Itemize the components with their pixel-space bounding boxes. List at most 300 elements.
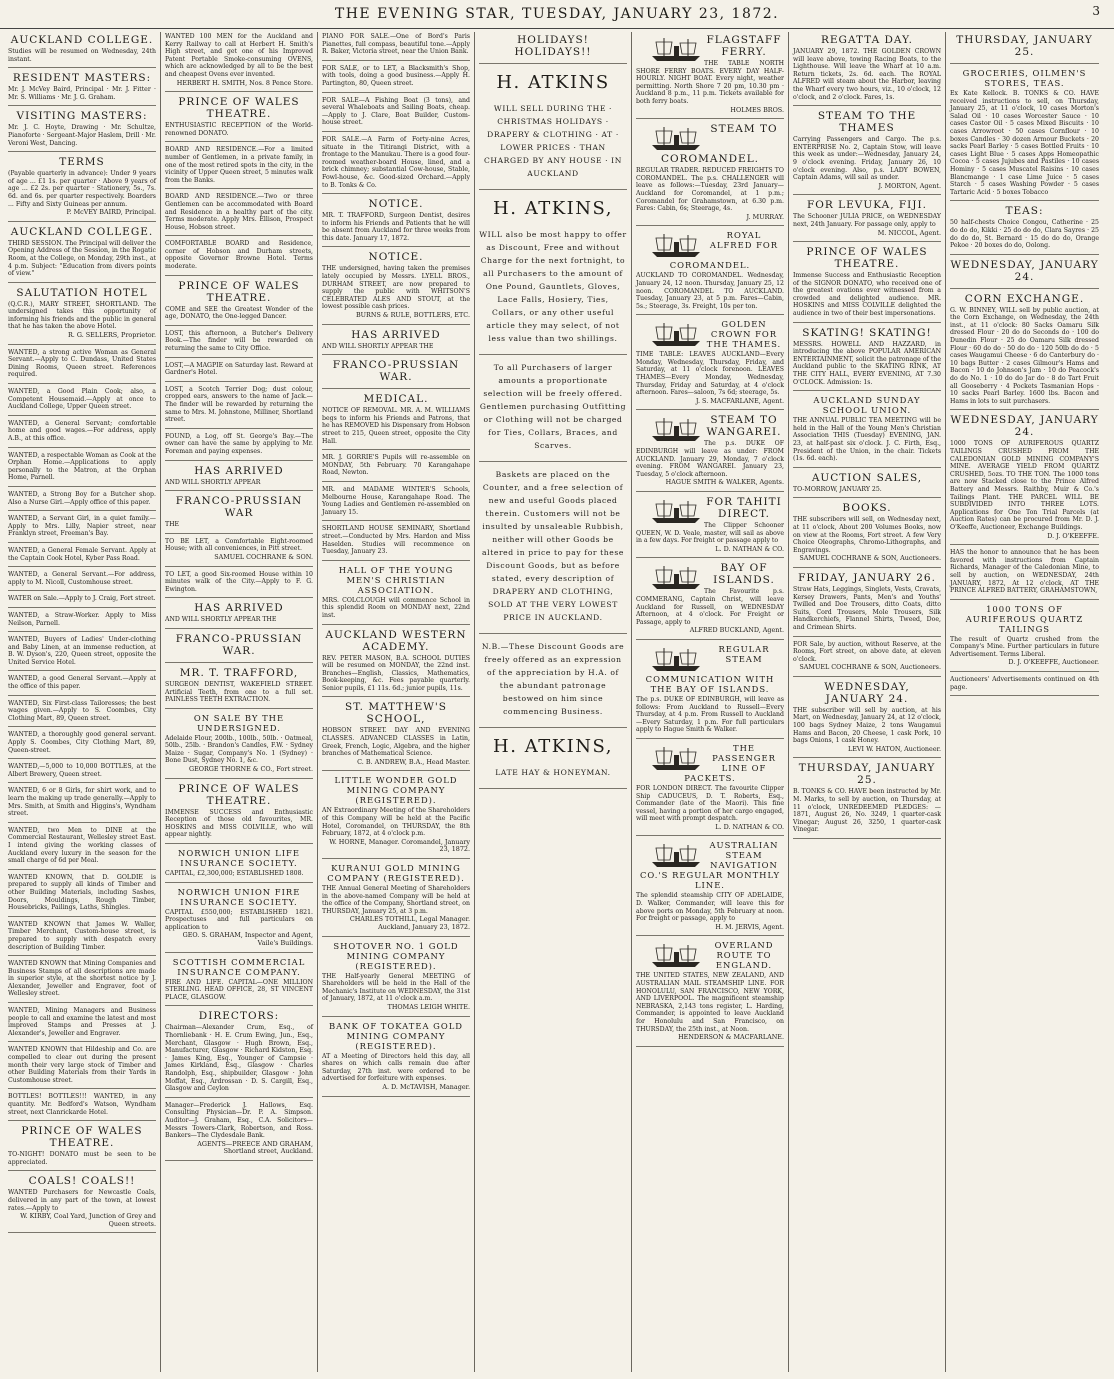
advertisement — [165, 193, 313, 236]
advertisement-text: WANTED, a respectable Woman as Cook at the Orphan Home.—Applications to apply personally to the Matron, at the Orphan Home, Parnell. — [8, 451, 156, 482]
advertisement — [322, 941, 470, 1017]
advertisement — [165, 667, 313, 709]
advertisement — [322, 486, 470, 521]
advertisement-signature: HAGUE SMITH & WALKER, Agents. — [665, 478, 784, 487]
advertisement-text: WANTED Purchasers for Newcastle Coals, delivered in any part of the town, at lowest rates.—Apply to — [8, 1189, 156, 1212]
advertisement — [8, 388, 156, 416]
advertisement-signature: AGENTS—PREECE AND GRAHAM, Shortland street, Auckland. — [197, 1139, 313, 1156]
advertisement-heading: H. ATKINS, — [493, 198, 613, 219]
advertisement — [636, 123, 784, 226]
advertisement-text: BOARD AND RESIDENCE.—For a limited number of Gentlemen, in a private family, in one of the most retired spots in the city, in the vicinity of Upper Queen street, 5 minutes walk from the Banks. — [165, 146, 313, 184]
column-5 — [632, 32, 789, 1372]
advertisement — [479, 198, 627, 355]
advertisement-heading: AUCKLAND WESTERN ACADEMY. — [325, 628, 467, 653]
newspaper-title: THE EVENING STAR, TUESDAY, JANUARY 23, 1872. — [334, 6, 780, 22]
advertisement-signature: L. D. NATHAN & CO. — [715, 822, 784, 831]
advertisement — [322, 775, 470, 859]
advertisement — [322, 251, 470, 324]
advertisement — [479, 736, 627, 789]
advertisement — [8, 515, 156, 543]
advertisement — [165, 386, 313, 429]
advertisement-heading: AUCKLAND COLLEGE. — [10, 34, 154, 46]
advertisement-heading: THURSDAY, JANUARY 25. — [798, 762, 936, 787]
advertisement-text: WANTED, Six First-class Tailoresses; the best wages given.—Apply to S. Coombes, City Clothing Mart, 89, Queen street. — [8, 699, 156, 722]
advertisement-heading: FRANCO-PRUSSIAN WAR — [175, 495, 303, 520]
advertisement-signature: A. D. McTAVISH, Manager. — [382, 1082, 470, 1091]
advertisement — [165, 1010, 313, 1097]
advertisement — [8, 787, 156, 822]
advertisement-heading: WEDNESDAY, JANUARY 24. — [950, 258, 1099, 283]
advertisement-text: Auctioneers' Advertisements continued on 4th page. — [950, 676, 1099, 691]
advertisement — [8, 420, 156, 448]
steamship-icon — [650, 942, 704, 968]
advertisement — [636, 562, 784, 640]
advertisement-text: LOST, this afternoon, a Butcher's Delivery Book.—The finder will be rewarded on returning the same to City Office. — [165, 329, 313, 353]
advertisement-text: The splendid steamship CITY OF ADELAIDE, D. Walker, Commander, will leave this for above ports on Monday, 5th February at noon. For freight or passage, apply to — [636, 892, 784, 923]
advertisement-text: THE subscriber will sell by auction, at his Mart, on Wednesday, January 24, at 12 o'clock, 100 bags Sydney Maize, 2 tons Waugamui Hams and Bacon, 20 Cheese, 1 cask Pork, 10 bags Onions, 1 cask Honey. — [793, 706, 941, 745]
steamship-icon — [650, 564, 704, 590]
advertisement — [950, 68, 1099, 201]
advertisement-text: Studies will be resumed on Wednesday, 24th instant. — [8, 48, 156, 63]
advertisement-signature: SAMUEL COCHRANE & SON, Auctioneers. — [799, 554, 941, 563]
advertisement-heading: FRANCO-PRUSSIAN WAR. — [175, 632, 303, 657]
advertisement — [322, 629, 470, 698]
advertisement-signature: M. NICCOL, Agent. — [877, 228, 941, 237]
advertisement-heading: ST. MATTHEW'S SCHOOL, — [345, 701, 447, 726]
advertisement-heading: SKATING! SKATING! — [802, 326, 932, 339]
advertisement-text: AUCKLAND TO COROMANDEL. Wednesday, January 24, 12 noon. Thursday, January 25, 12 noon. COROMANDEL TO AUCKLAND. Tuesday, January 23, at 5 p.m. Fares—Cabin, 5s.; Steerage, 3s. Freight, 10s per ton. — [636, 272, 784, 310]
advertisement-heading: H. ATKINS, — [493, 736, 613, 757]
advertisement-signature: W. HORNE, Manager. Coromandel, January 23, 1872. — [329, 837, 470, 854]
advertisement-signature: L. D. NATHAN & CO. — [715, 544, 784, 553]
advertisement — [8, 675, 156, 695]
advertisement-text: Immense Success and Enthusiastic Reception of the SIGNOR DONATO, who received one of the greatest ovations ever witnessed from a crowded and delighted audience. MR. HOSKINS and MISS COLVILLE delighted the audience in two of their best impersonations. — [793, 272, 941, 318]
advertisement-heading: BOOKS. — [842, 502, 892, 515]
advertisement — [479, 640, 627, 728]
advertisement — [950, 549, 1099, 600]
advertisement — [8, 700, 156, 728]
advertisement — [479, 468, 627, 634]
advertisement — [165, 713, 313, 779]
advertisement-heading: STEAM TO COROMANDEL. — [660, 123, 778, 166]
advertisement-text: COMFORTABLE BOARD and Residence, corner of Hobson and Durham streets, opposite Governor Browne Hotel. Terms moderate. — [165, 240, 313, 271]
advertisement — [322, 65, 470, 93]
advertisement-signature: J. MURRAY. — [746, 212, 784, 221]
advertisement — [165, 1102, 313, 1161]
advertisement-text: AND WILL SHORTLY APPEAR THE — [165, 616, 277, 624]
advertisement-text: B. TONKS & CO. HAVE been instructed by Mr. M. Marks, to sell by auction, on Thursday, at 11 o'clock, UNREDEEMED PLEDGES: — 1871, August 26, No. 3249, 1 quarter-cask Vinegar; August 26, 3250, 1 quarter-cask Vinegar. — [793, 788, 941, 834]
advertisement-heading: BANK OF TOKATEA GOLD MINING COMPANY (REGISTERED). — [329, 1020, 463, 1051]
advertisement — [322, 198, 470, 247]
advertisement-text: AND WILL SHORTLY APPEAR — [165, 478, 261, 486]
advertisement-text: WANTED,—5,000 to 10,000 BOTTLES, at the Albert Brewery, Queen street. — [8, 763, 156, 778]
advertisement-text: SHORTLAND HOUSE SEMINARY, Shortland street.—Conducted by Mrs. Hardon and Miss Haselden. Studies will recommence on Tuesday, January 23. — [322, 525, 470, 556]
advertisement — [165, 330, 313, 358]
advertisement — [322, 359, 470, 389]
advertisement — [165, 887, 313, 953]
advertisement-signature: D. J. O'KEEFFE, Auctioneer. — [1008, 658, 1099, 667]
advertisement-text: REGULAR TRADER. REDUCED FREIGHTS TO COROMANDEL. The p.s. CHALLENGER will leave as follows:—Tuesday, 23rd January—Auckland for Coromandel, at 1 p.m.; Coromandel for Grahamstown, at 6.30 p.m. Fares: Cabin, 6s; Steerage, 4s. — [636, 167, 784, 213]
advertisement-heading: AUSTRALIAN STEAM NAVIGATION CO.'S REGULAR MONTHLY LINE. — [639, 840, 781, 891]
advertisement-heading: FRANCO-PRUSSIAN WAR. — [332, 359, 460, 384]
advertisement-text: WANTED, Mining Managers and Business people to call and examine the latest and most improved Stamps and Presses at J. Alexander's, Jeweller and Engraver. — [8, 1007, 156, 1037]
advertisement-text: WANTED, two Men to DINE at the Commercial Restaurant, Wellesley street East. I intend giving the working classes of Auckland every luxury in the season for the small charge of 6d per Meal. — [8, 826, 156, 865]
advertisement-signature: D. J. O'KEEFFE. — [1047, 531, 1099, 540]
advertisement-text: MRS. COLCLOUGH will commence School in this splendid Room on MONDAY next, 22nd inst. — [322, 596, 470, 619]
advertisement — [8, 34, 156, 68]
advertisement-heading: ON SALE BY THE UNDERSIGNED. — [193, 712, 285, 733]
advertisement-signature: THOMAS LEIGH WHITE. — [387, 1002, 470, 1011]
advertisement-heading: WEDNESDAY, JANUARY 24. — [950, 414, 1099, 439]
advertisement — [8, 960, 156, 1003]
advertisement-text: Mr. J. McVey Baird, Principal · Mr. J. Fitter · Mr. S. Williams · Mr. J. G. Graham. — [8, 86, 156, 101]
advertisement-heading: KURANUI GOLD MINING COMPANY (REGISTERED). — [327, 863, 465, 883]
advertisement-text: REV. PETER MASON, B.A. SCHOOL DUTIES will be resumed on MONDAY, the 22nd inst. Branches—English, Classics, Mathematics, Book-keeping, &c. Fees payable quarterly. Senior pupils, £1 11s. 6d.; junior pupils, 11s. — [322, 654, 470, 692]
advertisement — [8, 612, 156, 632]
advertisement-heading: PRINCE OF WALES THEATRE. — [178, 782, 300, 807]
advertisement-heading: NORWICH UNION FIRE INSURANCE SOCIETY. — [177, 886, 301, 907]
advertisement-heading: WEDNESDAY, JANUARY 24. — [824, 680, 910, 705]
advertisement-text: FOUND, a Log, off St. George's Bay.—The owner can have the same by applying to Mr. Foreman and paying expenses. — [165, 432, 313, 455]
advertisement — [8, 1007, 156, 1042]
advertisement — [322, 565, 470, 625]
advertisement — [636, 840, 784, 936]
advertisement-heading: AUCTION SALES, — [811, 471, 923, 484]
advertisement — [165, 538, 313, 567]
advertisement-heading: PRINCE OF WALES THEATRE. — [21, 1125, 143, 1150]
advertisement-heading: STEAM TO WANGAREI. — [706, 414, 782, 439]
advertisement-text: The p.s. DUKE OF EDINBURGH, will leave as follows: From Auckland to Russell—Every Thursday, at 4 p.m. From Russell to Auckland—Every Saturday, 1 p.m. For full particulars apply to Hague Smith & Walker. — [636, 695, 784, 734]
advertisement — [950, 259, 1099, 289]
advertisement-signature: HOLMES BROS. — [730, 105, 784, 114]
page-number: 3 — [1092, 4, 1100, 18]
advertisement-text: WANTED KNOWN that Mining Companies and Business Stamps of all descriptions are made in superior style, at the shortest notice by J. Alexander, Jeweller and Engraver, foot of Wellesley street. — [8, 960, 156, 998]
advertisement-text: NOTICE OF REMOVAL. MR. A. M. WILLIAMS begs to inform his Friends and Patrons, that he has REMOVED his Dispensary from Hobson street to 215, Queen street, opposite the City Hall. — [322, 407, 470, 445]
advertisement-heading: AUCKLAND COLLEGE. — [10, 225, 154, 238]
steamship-icon — [650, 416, 704, 442]
newspaper-columns — [4, 32, 1110, 1372]
advertisement-text: G. W. BINNEY, WILL sell by public auction, at the Corn Exchange, on Wednesday, the 24th inst., at 11 o'clock: 80 Sacks Oamaru Silk dressed Flour · 20 do do Seconds do · 100 do Dunedin Flour · 25 do Oamaru Silk dressed Flour · 60 do do · 50 do do · 120 50lb do do · 5 cases Waugamui Cheese · 6 do Canterbury do · 10 bags Butter · 2 cases Gilmour's Hams and Bacon · 10 do Johnson's Jam · 10 do Peacock's do do No. 1 · 10 do do Jar do · 8 do Tart Fruit all Gooseberry · 4 Pockets Tasmanian Hops · 10 sacks Pearl Barley. 1600 lbs. Bacon and Hams in lots to suit purchasers. — [950, 306, 1099, 405]
advertisement — [793, 327, 941, 392]
advertisement — [793, 472, 941, 499]
advertisement-heading: 1000 TONS OF AURIFEROUS QUARTZ TAILINGS — [965, 603, 1084, 634]
advertisement-text: WILL also be most happy to offer as Discount, Free and without Charge for the next fortnight, to all Purchasers to the amount of One Pound, Gauntlets, Gloves, Lace Falls, Hosiery, Ties, Collars, or any other useful article they may select, of not less value than two shillings. — [479, 230, 627, 343]
advertisement-signature: LEVI W. HATON, Auctioneer. — [847, 744, 941, 753]
advertisement-heading: HALL OF THE YOUNG MEN'S CHRISTIAN ASSOCIATION. — [338, 564, 454, 595]
advertisement — [793, 681, 941, 759]
advertisement-signature: ALFRED BUCKLAND, Agent. — [689, 626, 784, 635]
advertisement — [8, 1125, 156, 1171]
advertisement-heading: OVERLAND ROUTE TO ENGLAND. — [714, 940, 774, 971]
advertisement-signature: C. B. ANDREW, B.A., Head Master. — [357, 757, 470, 766]
advertisement-text: WANTED, a good General Servant.—Apply at the office of this paper. — [8, 675, 156, 691]
advertisement-heading: VISITING MASTERS: — [16, 110, 148, 123]
advertisement-signature: GEO. S. GRAHAM, Inspector and Agent, Vaile's Buildings. — [182, 931, 313, 947]
advertisement-text: THE undersigned, having taken the premises lately occupied by Messrs. LYELL BROS., DURHAM STREET, are now prepared to supply the public with WHITSON'S CELEBRATED ALES AND STOUT, at the lowest possible cash prices. — [322, 265, 470, 311]
advertisement — [165, 280, 313, 326]
advertisement-heading: GROCERIES, OILMEN'S STORES, TEAS. — [962, 68, 1087, 88]
advertisement-heading: HOLIDAYS! HOLIDAYS!! — [514, 34, 592, 58]
advertisement-text: The p.s. DUKE OF EDINBURGH will leave as under: FROM AUCKLAND. January 29, Monday, 7 o'clock evening. FROM WANGAREI. January 23, Tuesday, 5 o'clock afternoon. — [636, 440, 784, 478]
advertisement — [322, 863, 470, 937]
advertisement — [793, 34, 941, 106]
advertisement-heading: FOR TAHITI DIRECT. — [706, 496, 782, 520]
advertisement-text: THE Annual General Meeting of Shareholders in the above-named Company will be held at the office of the Company, Shortland street, on THURSDAY, January 25, at 3 p.m. — [322, 885, 470, 915]
advertisement-heading: PRINCE OF WALES THEATRE. — [178, 279, 300, 304]
advertisement-heading: TEAS: — [1005, 205, 1044, 218]
advertisement-text: THE UNITED STATES, NEW ZEALAND, AND AUSTRALIAN MAIL STEAMSHIP LINE. FOR HONOLULU, SAN FRANCISCO, NEW YORK, AND LIVERPOOL. The magnificent steamship NEBRASKA, 2,143 tons register, L. Harding, Commander, is appointed to leave Auckland for Honolulu and San Francisco, on THURSDAY, the 25th inst., at Noon. — [636, 972, 784, 1033]
advertisement-text: (Q.C.R.), MARY STREET, SHORTLAND. The undersigned takes this opportunity of informing his friends and the public in general that he has taken the above Hotel. — [8, 300, 156, 331]
advertisement-text: THE TABLE NORTH SHORE FERRY BOATS. EVERY DAY HALF-HOURLY. NIGHT BOAT. Every night, weather permitting. North Shore 7 20 pm, 10.30 pm · Auckland 8 p.m., 11 p.m. Tickets available for both ferry boats. — [636, 60, 784, 105]
advertisement — [636, 743, 784, 837]
advertisement — [165, 783, 313, 844]
advertisement-heading: SHOTOVER NO. 1 GOLD MINING COMPANY (REGISTERED). — [333, 940, 459, 971]
column-2 — [161, 32, 318, 1372]
advertisement — [793, 762, 941, 839]
advertisement — [479, 72, 627, 190]
advertisement-signature: H. M. JERVIS, Agent. — [715, 922, 784, 931]
advertisement-text: AT a Meeting of Directors held this day, all shares on which calls remain due after Saturday, 27th inst. were ordered to be advertised for forfeiture with expenses. — [322, 1052, 470, 1083]
advertisement — [8, 874, 156, 917]
advertisement — [950, 205, 1099, 254]
advertisement-heading: FOR LEVUKA, FIJI. — [806, 199, 927, 212]
advertisement-text: Straw Hats, Leggings, Singlets, Vests, Cravats, Kersey Drawers, Pants, Men's and Youths' Twilled and Doe Trousers, ditto Coats, ditto Suits, Cord Trousers, Mole Trousers, Silk Handkerchiefs, Flannel Shirts, Tweed, Doe, and Crimean Shirts. — [793, 585, 941, 631]
advertisement-text: (Payable quarterly in advance): Under 9 years of age ... £1 1s. per quarter · Above 9 years of age ... £2 2s. per quarter · Stationery, 5s., 7s. 6d. and 6s. per quarter respectively. Boarders ... Fifty and Sixty Guineas per annum. — [8, 170, 156, 208]
steamship-icon — [650, 36, 704, 62]
advertisement — [165, 495, 313, 534]
advertisement-text: THE Half-yearly General MEETING of Shareholders will be held in the Hall of the Mechanic's Institute on WEDNESDAY, the 31st of January, 1872, at 11 o'clock a.m. — [322, 972, 470, 1003]
advertisement-text: WANTED, a Good Plain Cook; also, a Competent Housemaid.—Apply at once to Auckland College, Upper Queen street. — [8, 388, 156, 411]
advertisement — [8, 72, 156, 106]
advertisement-text: WILL SELL DURING THE · CHRISTMAS HOLIDAYS · DRAPERY & CLOTHING · AT · LOWER PRICES · THAN CHARGED BY ANY HOUSE · IN AUCKLAND — [483, 104, 623, 178]
advertisement-text: WANTED, a Servant Girl, in a quiet family.—Apply to Mrs. Lilly, Napier street, near Franklyn street, Freeman's Bay. — [8, 515, 156, 538]
advertisement-text: WANTED, 6 or 8 Girls, for shirt work, and to learn the making up trade generally.—Apply to Mrs. Smith, at Smith and Higgins's, Wyndham street. — [8, 787, 156, 818]
advertisement — [8, 1046, 156, 1089]
advertisement-text: ENTHUSIASTIC RECEPTION of the World-renowned DONATO. — [165, 122, 313, 137]
advertisement-signature: SAMUEL COCHRANE & SON. — [214, 552, 313, 561]
advertisement-heading: REGATTA DAY. — [820, 34, 913, 46]
advertisement-heading: ROYAL ALFRED FOR COROMANDEL. — [669, 230, 779, 271]
advertisement-text: The Favourite p.s. COMMERANG, Captain Christ, will leave Auckland for Russell, on WEDNESDAY Afternoon, at 4 o'clock. For Freight or Passage, apply to — [636, 588, 784, 626]
advertisement-signature: J. MORTON, Agent. — [878, 181, 941, 190]
advertisement-heading: AUCKLAND SUNDAY SCHOOL UNION. — [813, 395, 921, 416]
advertisement — [322, 97, 470, 132]
advertisement-heading: TERMS — [59, 156, 105, 169]
advertisement-text: JANUARY 29, 1872. THE GOLDEN CROWN will leave above, towing Racing Boats, to the Lighthouse. Will leave the Wharf at 10 a.m. Return tickets, 2s. 6d. each. The ROYAL ALFRED will steam about the Harbor, leaving the Wharf every two hours, viz., 10 o'clock, 12 o'clock, and 2 o'clock. Fares, 1s. — [793, 48, 941, 101]
advertisement-text: WANTED, a General Servant; comfortable home and good wages.—For address, apply A.B., at this office. — [8, 419, 156, 442]
advertisement — [793, 572, 941, 637]
advertisement-text: FOR LONDON DIRECT. The favourite Clipper Ship CADUCEUS, D. T. Roberts, Esq., Commander (late of the Maori). This fine vessel, having a portion of her cargo engaged, will meet with prompt despatch. — [636, 784, 784, 823]
advertisement-heading: NORWICH UNION LIFE INSURANCE SOCIETY. — [178, 848, 300, 869]
advertisement — [793, 641, 941, 677]
advertisement-heading: FRIDAY, JANUARY 26. — [798, 571, 936, 584]
advertisement-heading: REGULAR STEAM COMMUNICATION WITH THE BAY OF ISLANDS. — [645, 643, 775, 694]
advertisement-text: 50 half-chests Choice Congou, Catherine · 25 do do do, Kikki · 25 do do do, Clara Sayres · 25 do do do, St. Bernard · 15 do do do, Orange Pekoe · 20 boxes do do, Oolong. — [950, 219, 1099, 250]
advertisement-signature: P. McVEY BAIRD, Principal. — [66, 208, 156, 217]
advertisement-text: LOST, a Scotch Terrier Dog; dust colour, cropped ears, answers to the name of Jack.—The finder will be rewarded by returning the same to Mrs. M. Johnstone, Milliner, Shortland street. — [165, 385, 313, 424]
advertisement-text: THIRD SESSION. The Principal will deliver the Opening Address of the Session, in the Rogatic Room, at the College, on Monday, 29th inst., at 4 p.m. Subject: "Education from divers points of view." — [8, 239, 157, 278]
advertisement-text: CAPITAL, £2,300,000; ESTABLISHED 1808. — [165, 870, 304, 878]
advertisement — [322, 454, 470, 482]
advertisement — [793, 502, 941, 568]
advertisement-heading: H. ATKINS — [496, 72, 610, 93]
advertisement-heading: HAS ARRIVED — [351, 328, 441, 341]
advertisement — [950, 604, 1099, 672]
advertisement-text: PIANO FOR SALE.—One of Bord's Paris Pianettes, full compass, beautiful tone.—Apply R. Baker, Victoria street, near the Union Bank. — [322, 33, 470, 56]
steamship-icon — [650, 646, 704, 672]
advertisement-text: MR. and MADAME WINTER'S Schools, Melbourne House, Karangahape Road. The Young Ladies and Gentlemen re-assembled on January 15. — [322, 485, 470, 516]
advertisement — [950, 293, 1099, 411]
advertisement-text: To all Purchasers of larger amounts a proportionate selection will be freely offered. Gentlemen purchasing Outfitting or Clothing will not be charged for Ties, Collars, Braces, and Scarves. — [479, 363, 627, 450]
steamship-icon — [650, 125, 704, 151]
advertisement-signature: HENDERSON & MACFARLANE. — [678, 1033, 784, 1042]
advertisement — [8, 156, 156, 222]
advertisement-signature: W. KIRBY, Coal Yard, Junction of Grey and Queen streets. — [20, 1212, 156, 1228]
advertisement-text: WATER on Sale.—Apply to J. Craig, Fort street. — [8, 595, 156, 603]
advertisement-heading: PRINCE OF WALES THEATRE. — [178, 96, 300, 121]
advertisement — [793, 246, 941, 323]
advertisement-text: TO-MORROW, JANUARY 25. — [793, 485, 882, 493]
advertisement — [322, 525, 470, 560]
advertisement-text: The Schooner JULIA PRICE, on WEDNESDAY next, 24th January. For passage only, apply to — [793, 213, 941, 228]
advertisement — [322, 701, 470, 771]
advertisement — [165, 633, 313, 663]
column-3 — [318, 32, 475, 1372]
advertisement-heading: THURSDAY, JANUARY 25. — [956, 34, 1093, 58]
advertisement-text: BOTTLES! BOTTLES!!! WANTED, in any quantity. Mr. Bedford's Watson, Wyndham street, next Clanrickarde Hotel. — [8, 1093, 156, 1116]
advertisement — [8, 287, 156, 345]
advertisement-heading: RESIDENT MASTERS: — [12, 72, 152, 85]
advertisement-heading: COALS! COALS!! — [28, 1175, 136, 1188]
advertisement — [636, 644, 784, 739]
advertisement-text: LOST,—A MAGPIE on Saturday last. Reward at Gardner's Hotel. — [165, 361, 313, 377]
advertisement-heading: SCOTTISH COMMERCIAL INSURANCE COMPANY. — [172, 956, 306, 977]
masthead — [0, 0, 1114, 29]
advertisement-text: IMMENSE SUCCESS and Enthusiastic Reception of those old favourites, MR. HOSKINS and MISS COLVILLE, who will appear nightly. — [165, 808, 313, 839]
steamship-icon — [650, 498, 704, 524]
advertisement — [165, 465, 313, 492]
advertisement-text: Adelaide Flour, 200lb., 100lb., 50lb. · Oatmeal, 50lb., 25lb. · Brandon's Candles, F.W. · Sydney Maize · Sugar, Company's No. 1 (Sydney) · Bone Dust, Sydney No. 1, &c. — [165, 734, 313, 765]
advertisement-text: The result of Quartz crushed from the Company's Mine. Further particulars in future Advertisement. Terms Liberal. — [950, 635, 1099, 658]
advertisement-text: THE — [165, 521, 180, 529]
advertisement-text: WANTED, a Strong Boy for a Butcher shop. Also a Nurse Girl.—Apply office of this paper. — [8, 490, 156, 506]
advertisement — [636, 940, 784, 1046]
advertisement-text: TO-NIGHT! DONATO must be seen to be appreciated. — [8, 1151, 156, 1166]
advertisement-heading: THE PASSENGER LINE OF PACKETS. — [684, 742, 776, 783]
advertisement — [8, 595, 156, 608]
advertisement-text: CAPITAL £550,000; ESTABLISHED 1821. Prospectuses and full particulars on application to — [165, 908, 313, 931]
advertisement-heading: CORN EXCHANGE. — [964, 292, 1085, 305]
advertisement-text: FIRE AND LIFE. CAPITAL—ONE MILLION STERLING. HEAD OFFICE, 28, ST VINCENT PLACE, GLASGOW. — [165, 978, 313, 1001]
advertisement-signature: HERBERT H. SMITH, Nos. 8 Pence Store. — [176, 78, 313, 87]
advertisement — [165, 433, 313, 461]
advertisement-signature: BURNS & RULE, BOTTLERS, ETC. — [355, 311, 470, 320]
advertisement-heading: MR. T. TRAFFORD, — [179, 666, 299, 679]
advertisement-text: TO LET, a good Six-roomed House within 10 minutes walk of the City.—Apply to F. G. Ewington. — [165, 570, 313, 593]
advertisement-text: Mr. J. C. Hoyte, Drawing · Mr. Schultze, Pianoforte · Sergeant-Major Haslem, Drill · Mr. Veroni West, Dancing. — [8, 124, 156, 147]
column-6 — [789, 32, 946, 1372]
advertisement — [165, 240, 313, 275]
advertisement-text: THE ANNUAL PUBLIC TEA MEETING will be held in the Hall of the Young Men's Christian Association THIS (Tuesday) EVENING, JAN. 23, at half-past six o'clock. J. C. Firth, Esq., President of the Union, in the chair. Tickets (1s. 6d. each). — [793, 417, 941, 463]
advertisement-signature: GEORGE THORNE & CO., Fort street. — [188, 765, 313, 774]
advertisement-heading: MEDICAL. — [363, 393, 429, 406]
advertisement — [322, 1021, 470, 1097]
advertisement — [8, 571, 156, 591]
advertisement-text: Ex Kate Kellock. B. TONKS & CO. HAVE received instructions to sell, on Thursday, January 25, at 11 o'clock, 10 cases Morton's Salad Oil · 10 cases Worcester Sauce · 10 cases Castor Oil · 5 cases Mixed Biscuits · 10 cases Arrowroot · 50 cases Cornflour · 10 boxes Candles · 30 dozen Armour Buckets · 20 sacks Pearl Barley · 5 cases Bottled Fruits · 10 cases Light Blue · 5 cases Apps Homeopathic Cocoa · 5 cases Jujubes and Pastiles · 10 cases Hominy · 5 cases Muscatel Raisins · 10 cases Blancmange · 1 case Lime Juice · 5 cases Starch · 5 cases Washing Powder · 5 cases Tartaric Acid · 5 boxes Tobacco — [950, 90, 1099, 196]
advertisement-text: WANTED, a General Female Servant. Apply at the Captain Cook Hotel, Kyber Pass Road. — [8, 546, 156, 562]
advertisement — [8, 827, 156, 870]
advertisement-text: FOR SALE.—A Farm of Forty-nine Acres, situate in the Titirangi District, with a frontage to the Manukau. There is a good four-roomed weather-board House, lined, and a brick chimney; substantial Cow-house, Stable, Fowl-house, &c. Good-sized Orchard.—Apply to B. Tonks & Co. — [322, 135, 470, 189]
advertisement — [793, 110, 941, 195]
advertisement-text: Carrying Passengers and Cargo. The p.s. ENTERPRISE No. 2, Captain Stow, will leave this week as under:—Wednesday, January 24, 9 o'clock evening. Friday, January 26, 10 o'clock evening. Also, p.s. LADY BOWEN, Captain Adams, will sail as under. — [793, 136, 941, 182]
advertisement-text: SURGEON DENTIST, WAKEFIELD STREET. Artificial Teeth, from one to a full set. PAINLESS TEETH EXTRACTION. — [165, 680, 313, 704]
advertisement-heading: HAS ARRIVED — [194, 602, 284, 615]
advertisement-heading: STEAM TO THE THAMES — [817, 110, 917, 135]
advertisement-text: MR. T. TRAFFORD, Surgeon Dentist, desires to inform his Friends and Patients that he will be absent from Auckland for three weeks from this date. January 17, 1872. — [322, 212, 470, 242]
advertisement — [636, 230, 784, 315]
advertisement-signature: J. S. MACFARLANE, Agent. — [695, 396, 784, 405]
advertisement-heading: HAS ARRIVED — [194, 464, 284, 477]
advertisement — [322, 136, 470, 194]
advertisement — [950, 34, 1099, 64]
advertisement — [322, 329, 470, 356]
steamship-icon — [650, 842, 704, 868]
advertisement — [8, 110, 156, 152]
advertisement-heading: GOLDEN CROWN FOR THE THAMES. — [706, 319, 782, 350]
advertisement-text: HOBSON STREET. DAY AND EVENING CLASSES. ADVANCED CLASSES in Latin, Greek, French, Logic, Algebra, and the higher branches of Mathematical Science. — [322, 727, 470, 758]
advertisement-heading: BAY OF ISLANDS. — [713, 562, 775, 587]
steamship-icon — [650, 232, 704, 258]
advertisement — [165, 602, 313, 629]
advertisement-text: N.B.—These Discount Goods are freely offered as an expression of the appreciation by H.A. of the abundant patronage bestowed on him since commencing Business. — [481, 642, 625, 716]
advertisement — [8, 547, 156, 567]
advertisement — [8, 921, 156, 956]
advertisement — [8, 452, 156, 487]
advertisement — [322, 33, 470, 61]
advertisement — [165, 362, 313, 382]
advertisement-text: MR. J. GORRIE'S Pupils will re-assemble on MONDAY, 5th February. 70 Karangahape Road, Newton. — [322, 454, 470, 477]
advertisement-text: Chairman—Alexander Crum, Esq., of Thornliebank · H. E. Crum Ewing, Jun., Esq., Merchant, Glasgow · Hugh Brown, Esq., Manufacturer, Glasgow · Richard Kidston, Esq. · James King, Esq., Younger of Campsie · James Kirkland, Esq., Glasgow · Charles Randolph, Esq., shipbuilder, Glasgow · John Moffat, Esq., Ardrossan · D. S. Cargill, Esq., Glasgow and Ceylon — [165, 1024, 313, 1093]
advertisement — [165, 146, 313, 189]
advertisement-text: WANTED, a thoroughly good general servant. Apply S. Coombes, City Clothing Mart, 89, Queen-street. — [8, 731, 156, 754]
advertisement — [479, 34, 627, 64]
advertisement-heading: FLAGSTAFF FERRY. — [706, 34, 782, 58]
advertisement-heading: SALUTATION HOTEL — [16, 286, 148, 299]
advertisement — [8, 226, 156, 283]
advertisement-text: Baskets are placed on the Counter, and a free selection of new and useful Goods placed therein. Customers will not be insulted by unsaleable Rubbish, neither will other Goods be altered in price to pay for these Discount Goods, but as before stated, every description of DRAPERY AND CLOTHING, SOLD AT THE VERY LOWEST PRICE IN AUCKLAND. — [482, 470, 624, 622]
advertisement — [793, 395, 941, 468]
advertisement-text: BOARD AND RESIDENCE.—Two or three Gentlemen can be accommodated with Board and Residence in a healthy part of the city. Terms moderate. Apply Mrs. Ellison, Prospect House, Hobson street. — [165, 193, 313, 231]
advertisement-text: MESSRS. HOWELL AND HAZZARD, in introducing the above POPULAR AMERICAN ENTERTAINMENT, solicit the patronage of the Auckland public to the SKATING RINK, AT THE CITY HALL, EVERY EVENING, AT 7.30 O'CLOCK. Admission: 1s. — [793, 340, 941, 386]
advertisement-text: WANTED, a Straw-Worker. Apply to Miss Neilson, Parnell. — [8, 611, 156, 627]
advertisement-signature: CHARLES TOTHILL, Legal Manager. Auckland, January 23, 1872. — [349, 915, 470, 931]
advertisement-text: WANTED, a strong active Woman as General Servant.—Apply to C. Dundass, United States Dining Rooms, Queen street. References required. — [8, 348, 156, 379]
advertisement-text: THE subscribers will sell, on Wednesday next, at 11 o'clock, About 200 Volumes Books, now on view at the Rooms, Fort street. A few Very Choice Oleographs, Chromo-Lithographs, and Engravings. — [793, 516, 941, 554]
advertisement — [8, 636, 156, 671]
advertisement — [165, 33, 313, 92]
advertisement — [8, 491, 156, 511]
advertisement — [636, 319, 784, 410]
advertisement-text: TO BE LET, a Comfortable Eight-roomed House; with all conveniences, in Pitt street. — [165, 537, 313, 553]
advertisement — [8, 349, 156, 384]
advertisement-text: WANTED, Buyers of Ladies' Under-clothing and Baby Linen, at an immense reduction, at B. W. Dyson's, 220, Queen street, opposite the United Service Hotel. — [8, 636, 156, 666]
advertisement — [322, 393, 470, 450]
column-1 — [4, 32, 161, 1372]
advertisement-text: LATE HAY & HONEYMAN. — [495, 768, 611, 777]
steamship-icon — [650, 321, 704, 347]
advertisement-heading: PRINCE OF WALES THEATRE. — [806, 246, 928, 271]
advertisement-text: FOR Sale, by auction, without Reserve, at the Rooms, Fort street, on above date, at eleven o'clock. — [793, 640, 941, 663]
